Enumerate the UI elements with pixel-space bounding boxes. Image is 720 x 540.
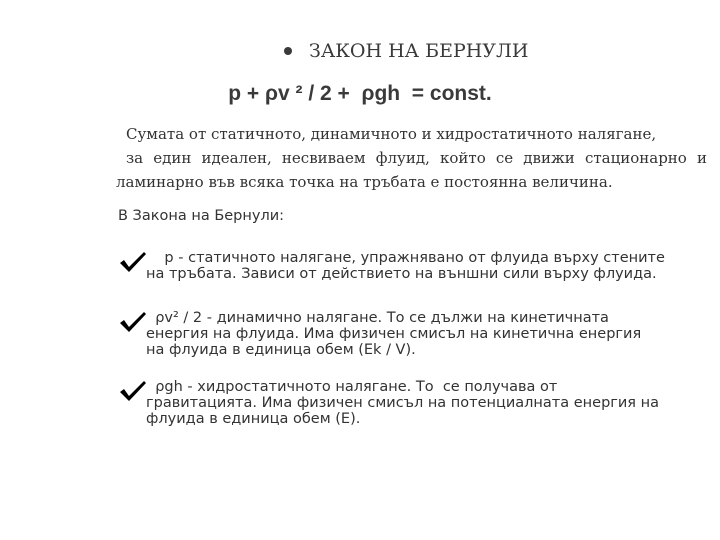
list-item-line: ρgh - хидростатичното налягане. То се получава от [146, 379, 558, 395]
list-item-text [146, 250, 720, 282]
slide-title [284, 36, 528, 66]
intro-line: за един идеален, несвиваем флуид, който се движи стационарно и [126, 149, 707, 167]
list-item-text [146, 379, 720, 427]
bernoulli-formula: p + ρv ² / 2 + ρgh = const. [228, 82, 492, 105]
slide-title-text: ЗАКОН НА БЕРНУЛИ [309, 40, 529, 62]
bullet-dot-icon [284, 47, 292, 55]
intro-paragraph [116, 122, 707, 194]
list-item-line: на флуида в единица обем (Ek / V). [146, 342, 416, 358]
intro-line: Сумата от статичното, динамичното и хидростатичното налягане, [126, 125, 657, 143]
list-item-line: енергия на флуида. Има физичен смисъл на кинетична енергия [146, 326, 642, 342]
list-item-text [146, 310, 720, 358]
list-item-line: гравитацията. Има физичен смисъл на потенциалната енергия на [146, 395, 660, 411]
checkmark-icon [118, 379, 148, 403]
list-item-line: ρv² / 2 - динамично налягане. То се дължи на кинетичната [146, 310, 609, 326]
list-item-line: p - статичното налягане, упражнявано от флуида върху стените [146, 250, 665, 266]
section-heading: В Закона на Бернули: [118, 208, 285, 224]
intro-line: ламинарно във всяка точка на тръбата е постоянна величина. [116, 173, 613, 191]
list-item-line: на тръбата. Зависи от действието на външни сили върху флуида. [146, 266, 657, 282]
list-item-line: флуида в единица обем (E). [146, 411, 361, 427]
checkmark-icon [118, 250, 148, 274]
checkmark-icon [118, 310, 148, 334]
